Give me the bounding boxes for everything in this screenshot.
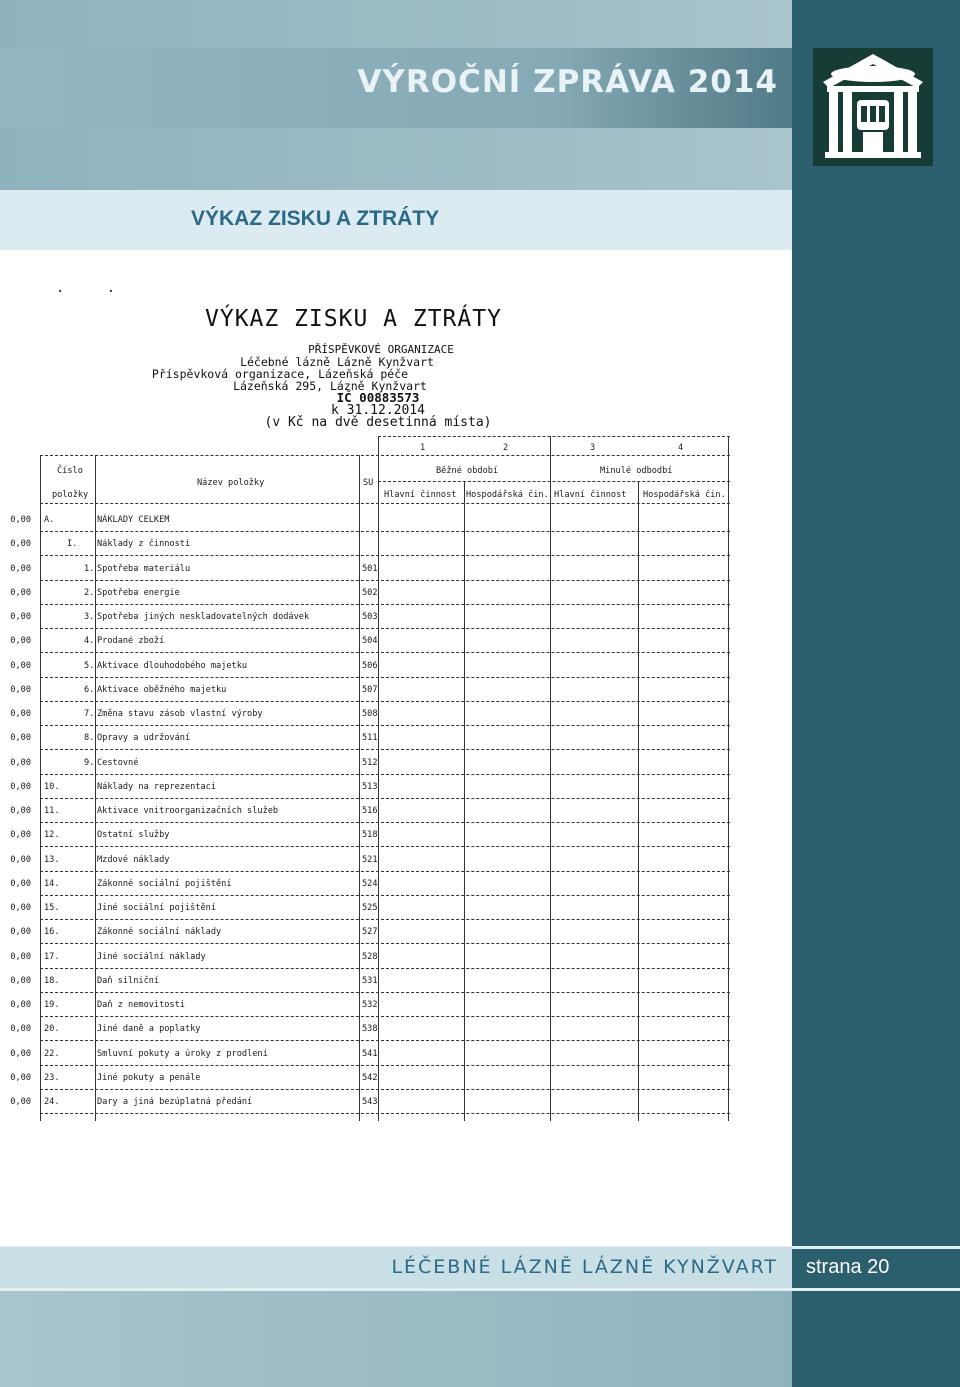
row-divider bbox=[40, 798, 730, 799]
row-number: 6. bbox=[84, 684, 95, 695]
row-su: 543 bbox=[362, 1097, 378, 1107]
row-value-hosp-minule: 0,00 bbox=[10, 903, 31, 913]
row-number: 12. bbox=[44, 830, 60, 841]
col-number-2: 2 bbox=[503, 443, 509, 453]
row-divider bbox=[40, 943, 730, 944]
row-value-hosp-minule: 0,00 bbox=[10, 636, 31, 647]
row-su: 542 bbox=[362, 1072, 378, 1083]
org-unit: (v Kč na dvě desetinná místa) bbox=[264, 415, 492, 430]
row-number: 24. bbox=[44, 1097, 60, 1107]
header-minule: Minulé odbodbí bbox=[600, 466, 673, 476]
row-number: 20. bbox=[44, 1024, 60, 1035]
column-divider bbox=[95, 455, 96, 1121]
org-line-1: PŘÍSPĚVKOVÉ ORGANIZACE bbox=[308, 343, 454, 356]
row-number: 2. bbox=[84, 587, 95, 598]
row-number: 13. bbox=[44, 854, 60, 865]
row-su: 512 bbox=[362, 757, 378, 768]
header-bezne: Běžné období bbox=[436, 466, 499, 476]
row-divider bbox=[40, 677, 730, 678]
org-line-2: Léčebné lázně Lázně Kynžvart bbox=[240, 355, 434, 369]
row-divider bbox=[40, 895, 730, 896]
row-value-hosp-minule: 0,00 bbox=[10, 1024, 31, 1035]
row-name: Zákonné sociální náklady bbox=[97, 927, 222, 938]
col-number-1: 1 bbox=[420, 443, 426, 453]
row-number: I. bbox=[67, 539, 78, 550]
column-divider bbox=[550, 436, 551, 1121]
row-value-hosp-minule: 0,00 bbox=[10, 515, 31, 525]
org-line-4: Lázeňská 295, Lázně Kynžvart bbox=[233, 379, 427, 393]
row-divider bbox=[40, 531, 730, 532]
row-divider bbox=[40, 774, 730, 775]
row-su: 532 bbox=[362, 1000, 378, 1010]
header-divider bbox=[40, 503, 730, 504]
row-name: Náklady z činnosti bbox=[97, 539, 191, 550]
column-divider bbox=[464, 481, 465, 1121]
row-number: 7. bbox=[84, 709, 95, 719]
header-divider bbox=[40, 455, 730, 456]
row-name: Změna stavu zásob vlastní výroby bbox=[97, 709, 263, 719]
row-su: 503 bbox=[362, 612, 378, 622]
row-divider bbox=[40, 555, 730, 556]
row-value-hosp-minule: 0,00 bbox=[10, 1072, 31, 1083]
row-divider bbox=[40, 628, 730, 629]
row-su: 511 bbox=[362, 733, 378, 744]
row-divider bbox=[40, 701, 730, 702]
row-su: 521 bbox=[362, 854, 378, 865]
header-hosp-1: Hospodářská čin. bbox=[466, 490, 549, 500]
row-name: Daň z nemovitosti bbox=[97, 1000, 185, 1010]
row-divider bbox=[40, 725, 730, 726]
row-divider bbox=[40, 919, 730, 920]
row-name: Daň silniční bbox=[97, 975, 160, 986]
row-number: 3. bbox=[84, 612, 95, 622]
row-divider bbox=[40, 1016, 730, 1017]
section-title: VÝKAZ ZISKU A ZTRÁTY bbox=[191, 207, 440, 230]
row-value-hosp-minule: 0,00 bbox=[10, 684, 31, 695]
row-value-hosp-minule: 0,00 bbox=[10, 781, 31, 792]
row-su: 506 bbox=[362, 660, 378, 671]
row-divider bbox=[40, 749, 730, 750]
row-su: 525 bbox=[362, 903, 378, 913]
column-divider bbox=[378, 436, 379, 1121]
row-divider bbox=[40, 1113, 730, 1114]
row-number: 1. bbox=[84, 563, 95, 574]
header-hlavni-1: Hlavní činnost bbox=[384, 490, 457, 500]
column-divider bbox=[40, 455, 41, 1121]
footer-org-name: LÉČEBNÉ LÁZNĚ LÁZNĚ KYNŽVART bbox=[391, 1256, 778, 1278]
row-value-hosp-minule: 0,00 bbox=[10, 587, 31, 598]
row-number: 22. bbox=[44, 1048, 60, 1059]
row-su: 541 bbox=[362, 1048, 378, 1059]
row-number: 17. bbox=[44, 951, 60, 962]
row-divider bbox=[40, 1040, 730, 1041]
row-value-hosp-minule: 0,00 bbox=[10, 830, 31, 841]
row-su: 504 bbox=[362, 636, 378, 647]
row-number: 15. bbox=[44, 903, 60, 913]
row-su: 502 bbox=[362, 587, 378, 598]
row-name: Opravy a udržování bbox=[97, 733, 191, 744]
row-number: 8. bbox=[84, 733, 95, 744]
row-number: A. bbox=[44, 515, 55, 525]
row-su: 513 bbox=[362, 781, 378, 792]
row-name: Jiné sociální pojištění bbox=[97, 903, 216, 913]
row-name: Ostatní služby bbox=[97, 830, 170, 841]
header-divider bbox=[378, 481, 730, 482]
col-number-4: 4 bbox=[678, 443, 684, 453]
colonnade-logo-icon bbox=[813, 48, 933, 166]
header-hlavni-2: Hlavní činnost bbox=[554, 490, 627, 500]
row-value-hosp-minule: 0,00 bbox=[10, 612, 31, 622]
page-number: strana 20 bbox=[806, 1256, 890, 1278]
row-su: 524 bbox=[362, 878, 378, 889]
row-divider bbox=[40, 968, 730, 969]
header-polozky: položky bbox=[52, 490, 89, 500]
row-value-hosp-minule: 0,00 bbox=[10, 878, 31, 889]
footer-bottom-band bbox=[0, 1291, 792, 1387]
row-su: 538 bbox=[362, 1024, 378, 1035]
row-name: Spotřeba energie bbox=[97, 587, 180, 598]
row-divider bbox=[40, 580, 730, 581]
row-su: 516 bbox=[362, 806, 378, 816]
row-value-hosp-minule: 0,00 bbox=[10, 1048, 31, 1059]
row-value-hosp-minule: 0,00 bbox=[10, 951, 31, 962]
row-divider bbox=[40, 846, 730, 847]
report-title: VÝROČNÍ ZPRÁVA 2014 bbox=[357, 64, 778, 100]
org-ic: IČ 00883573 bbox=[336, 390, 420, 405]
row-name: NÁKLADY CELKEM bbox=[97, 515, 170, 525]
row-number: 11. bbox=[44, 806, 60, 816]
row-number: 5. bbox=[84, 660, 95, 671]
row-name: Cestovné bbox=[97, 757, 139, 768]
row-name: Zákonné sociální pojištění bbox=[97, 878, 232, 889]
row-divider bbox=[40, 822, 730, 823]
row-su: 518 bbox=[362, 830, 378, 841]
row-name: Aktivace dlouhodobého majetku bbox=[97, 660, 248, 671]
row-name: Aktivace oběžného majetku bbox=[97, 684, 227, 695]
row-name: Spotřeba materiálu bbox=[97, 563, 191, 574]
row-divider bbox=[40, 992, 730, 993]
row-divider bbox=[40, 1089, 730, 1090]
row-value-hosp-minule: 0,00 bbox=[10, 1097, 31, 1107]
row-name: Jiné pokuty a penále bbox=[97, 1072, 201, 1083]
row-value-hosp-minule: 0,00 bbox=[10, 806, 31, 816]
row-number: 19. bbox=[44, 1000, 60, 1010]
row-su: 508 bbox=[362, 709, 378, 719]
row-divider bbox=[40, 1065, 730, 1066]
row-name: Aktivace vnitroorganizačních služeb bbox=[97, 806, 279, 816]
col-number-3: 3 bbox=[590, 443, 596, 453]
row-su: 531 bbox=[362, 975, 378, 986]
row-value-hosp-minule: 0,00 bbox=[10, 975, 31, 986]
header-nazev: Název položky bbox=[197, 478, 265, 488]
row-value-hosp-minule: 0,00 bbox=[10, 757, 31, 768]
row-su: 501 bbox=[362, 563, 378, 574]
header-divider bbox=[378, 436, 730, 437]
row-name: Dary a jiná bezúplatná předání bbox=[97, 1097, 253, 1107]
header-su: SU bbox=[363, 478, 374, 488]
scan-dots: · · bbox=[56, 284, 116, 300]
row-divider bbox=[40, 652, 730, 653]
column-divider bbox=[638, 481, 639, 1121]
row-number: 4. bbox=[84, 636, 95, 647]
row-divider bbox=[40, 871, 730, 872]
row-name: Prodané zboží bbox=[97, 636, 165, 647]
row-name: Jiné sociální náklady bbox=[97, 951, 206, 962]
row-name: Spotřeba jiných neskladovatelných dodávek bbox=[97, 612, 310, 622]
row-su: 528 bbox=[362, 951, 378, 962]
document-title: VÝKAZ ZISKU A ZTRÁTY bbox=[205, 306, 502, 332]
row-number: 14. bbox=[44, 878, 60, 889]
row-value-hosp-minule: 0,00 bbox=[10, 709, 31, 719]
row-name: Náklady na reprezentaci bbox=[97, 781, 216, 792]
column-divider bbox=[728, 436, 729, 1121]
org-date: k 31.12.2014 bbox=[331, 403, 425, 418]
row-number: 18. bbox=[44, 975, 60, 986]
row-name: Smluvní pokuty a úroky z prodlení bbox=[97, 1048, 268, 1059]
row-value-hosp-minule: 0,00 bbox=[10, 927, 31, 938]
row-su: 507 bbox=[362, 684, 378, 695]
row-name: Mzdové náklady bbox=[97, 854, 170, 865]
right-sidebar-column bbox=[792, 0, 960, 1387]
row-divider bbox=[40, 604, 730, 605]
row-value-hosp-minule: 0,00 bbox=[10, 1000, 31, 1010]
row-number: 10. bbox=[44, 781, 60, 792]
row-value-hosp-minule: 0,00 bbox=[10, 660, 31, 671]
row-value-hosp-minule: 0,00 bbox=[10, 563, 31, 574]
row-value-hosp-minule: 0,00 bbox=[10, 539, 31, 550]
header-cislo: Číslo bbox=[57, 466, 83, 476]
column-divider bbox=[359, 455, 360, 1121]
row-number: 9. bbox=[84, 757, 95, 768]
row-su: 527 bbox=[362, 927, 378, 938]
row-number: 23. bbox=[44, 1072, 60, 1083]
row-number: 16. bbox=[44, 927, 60, 938]
row-name: Jiné daně a poplatky bbox=[97, 1024, 201, 1035]
header-hosp-2: Hospodářská čin. bbox=[643, 490, 726, 500]
row-value-hosp-minule: 0,00 bbox=[10, 854, 31, 865]
row-value-hosp-minule: 0,00 bbox=[10, 733, 31, 744]
org-line-3: Příspěvková organizace, Lázeňská péče bbox=[151, 367, 409, 381]
